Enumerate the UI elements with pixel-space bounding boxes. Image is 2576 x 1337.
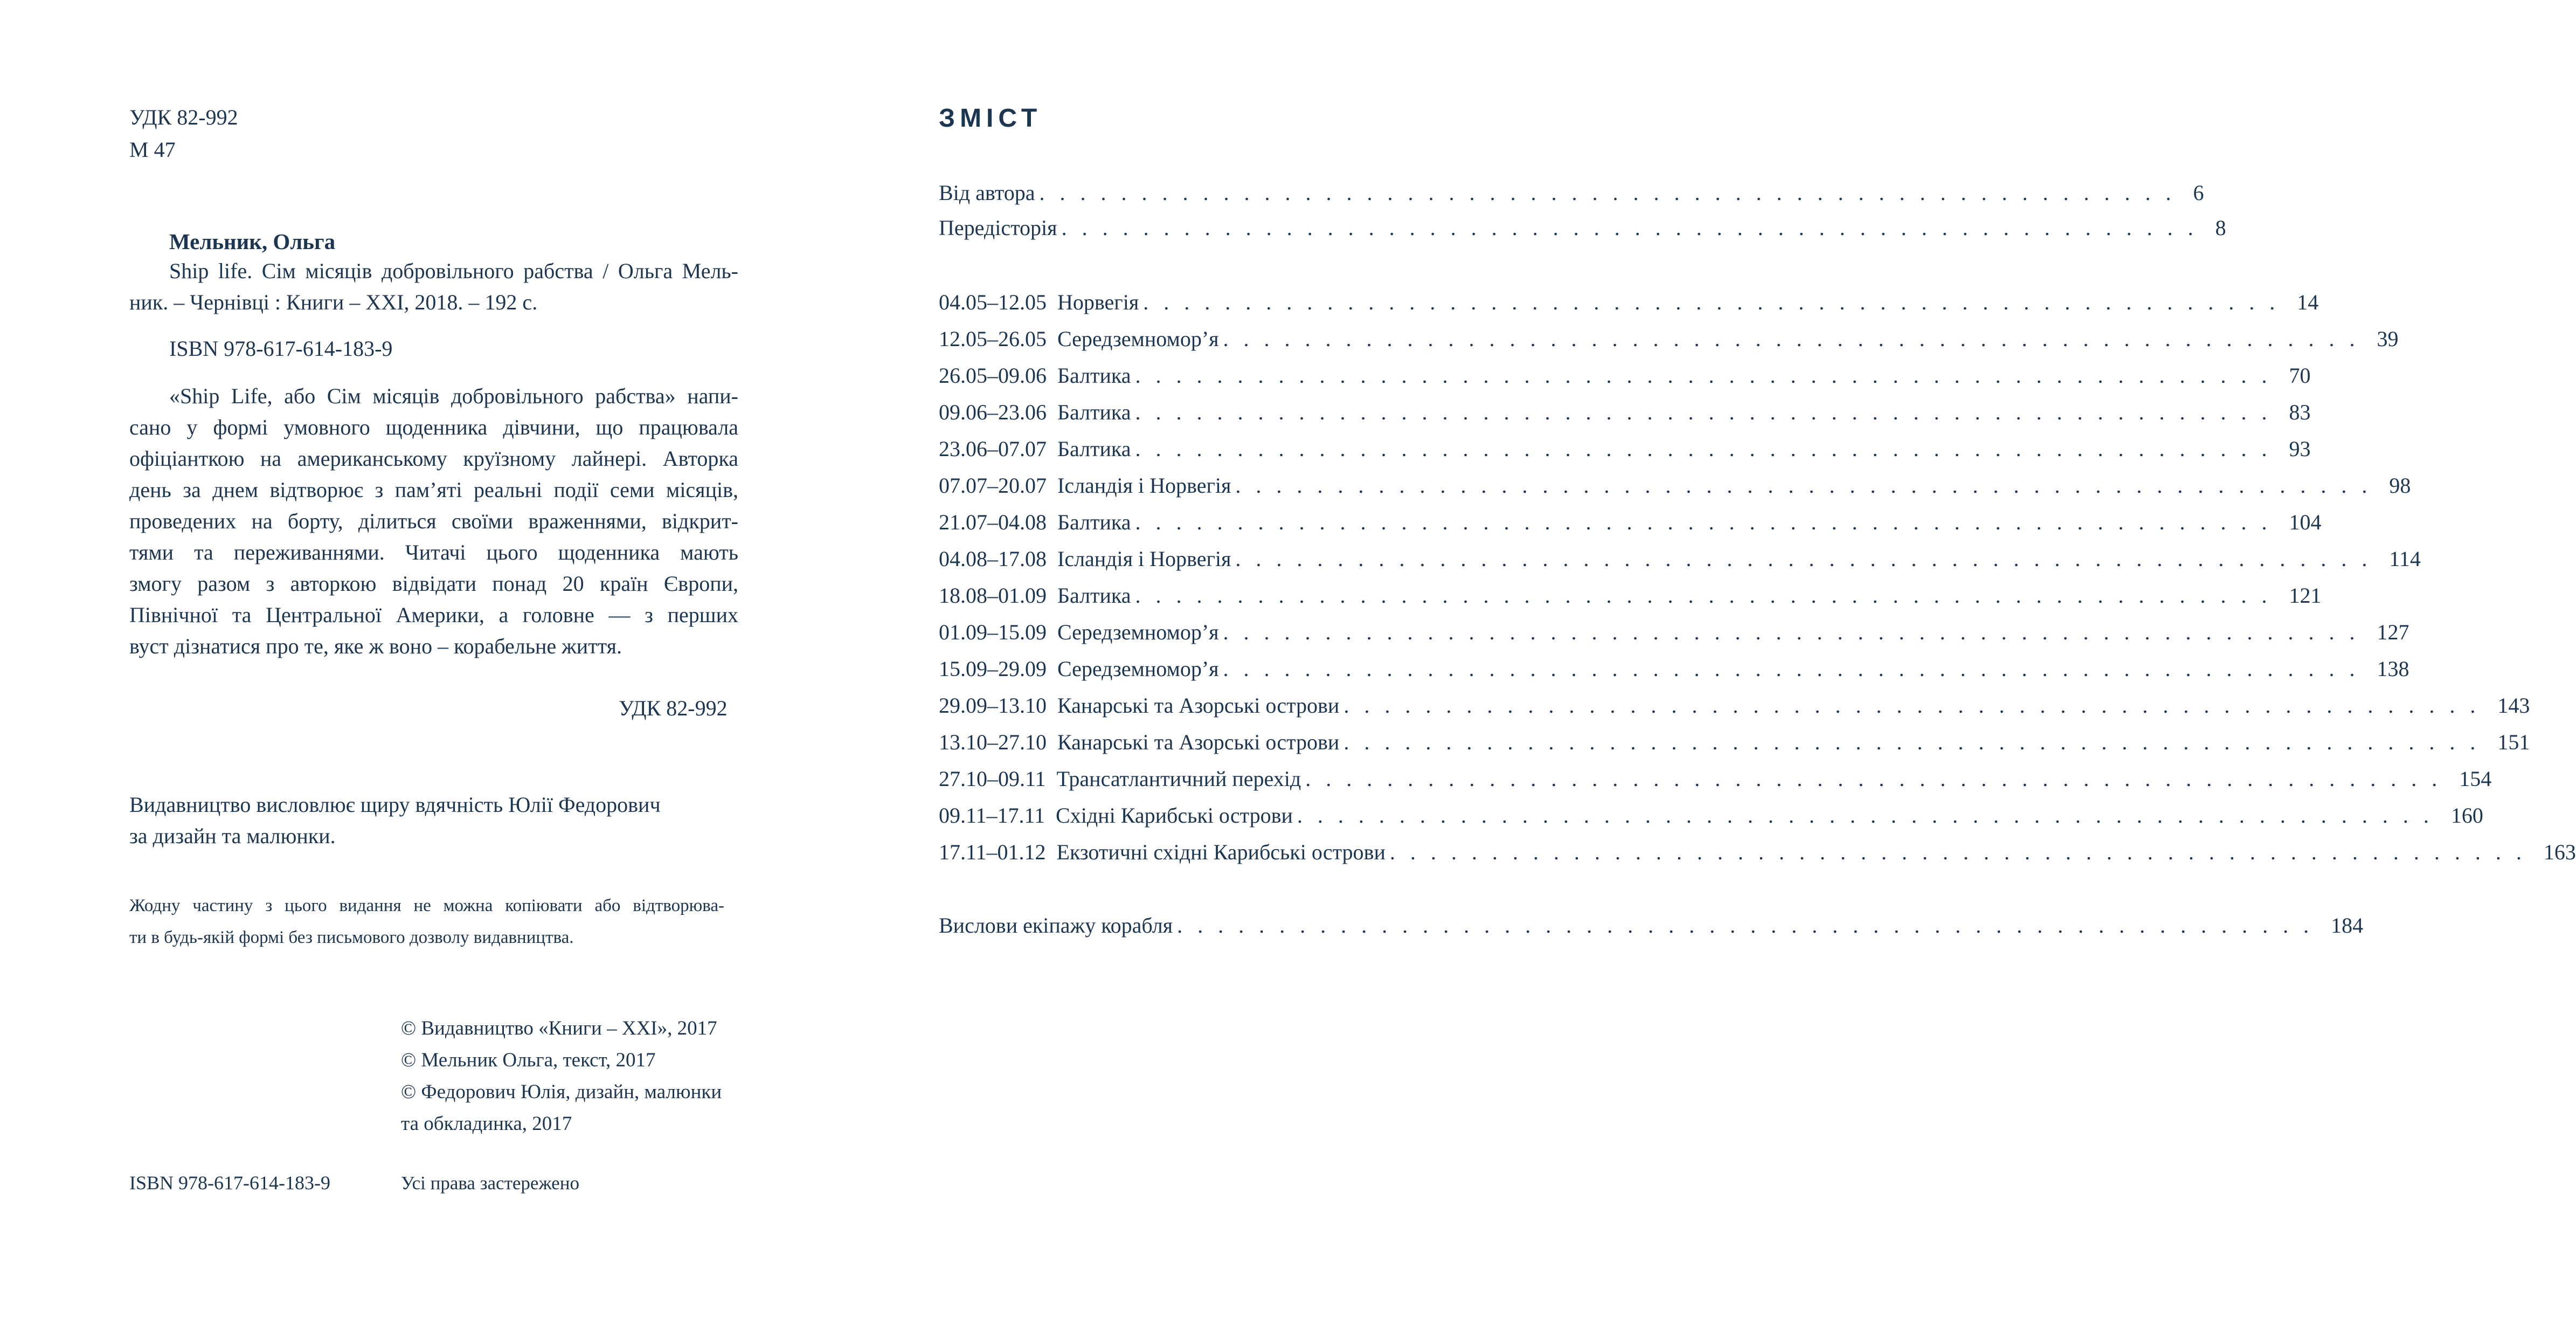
udk-code-right: УДК 82-992: [619, 696, 728, 720]
toc-entry-title: Балтика: [1057, 437, 1131, 461]
toc-entry[interactable]: [939, 289, 2319, 316]
toc-entry-leader: . . . . . . . . . . . . . . . . . . . . . . . . . . . . . . . . . . . . . . . . . . . . . . . . . . . . . . . .: [1223, 620, 2360, 644]
toc-entry[interactable]: [939, 912, 2364, 939]
toc-entry-page: 121: [2289, 583, 2322, 608]
toc-entry[interactable]: [939, 802, 2483, 829]
toc-entry-leader: . . . . . . . . . . . . . . . . . . . . . . . . . . . . . . . . . . . . . . . . . . . . . . . . . . . . . . . .: [1143, 290, 2280, 314]
toc-entry-page: 39: [2377, 327, 2399, 351]
author-name: Мельник, Ольга: [169, 229, 336, 254]
toc-entry[interactable]: [939, 362, 2311, 389]
toc-entry-leader: . . . . . . . . . . . . . . . . . . . . . . . . . . . . . . . . . . . . . . . . . . . . . . . . . . . . . . . .: [1135, 400, 2272, 424]
toc-entry[interactable]: [939, 472, 2411, 499]
toc-entry-title: Від автора: [939, 181, 1035, 205]
copyright-design: © Федорович Юлія, дизайн, малюнки: [401, 1081, 722, 1103]
biblio-line-1: Ship life. Сім місяців добровільного рабства / Ольга Мель-: [169, 259, 738, 283]
toc-entry-title: Балтика: [1057, 583, 1131, 608]
toc-entry-title: Середземномор’я: [1057, 620, 1219, 644]
toc-entry-page: 151: [2497, 730, 2530, 754]
toc-entry-page: 14: [2297, 290, 2319, 314]
toc-entry[interactable]: [939, 180, 2204, 206]
toc-entry-title: Ісландія і Норвегія: [1057, 547, 1231, 571]
toc-entry-leader: . . . . . . . . . . . . . . . . . . . . . . . . . . . . . . . . . . . . . . . . . . . . . . . . . . . . . . . .: [1305, 767, 2442, 791]
toc-entry-leader: . . . . . . . . . . . . . . . . . . . . . . . . . . . . . . . . . . . . . . . . . . . . . . . . . . . . . . . .: [1135, 437, 2272, 461]
toc-entry-leader: . . . . . . . . . . . . . . . . . . . . . . . . . . . . . . . . . . . . . . . . . . . . . . . . . . . . . . . .: [1135, 510, 2272, 534]
toc-entry-date: 17.11–01.12: [939, 840, 1046, 864]
toc-entry-title: Балтика: [1057, 400, 1131, 424]
acknowledgement-line: за дизайн та малюнки.: [129, 824, 336, 848]
toc-entry-leader: . . . . . . . . . . . . . . . . . . . . . . . . . . . . . . . . . . . . . . . . . . . . . . . . . . . . . . . .: [1389, 840, 2526, 864]
toc-heading: ЗМІСТ: [939, 104, 1042, 133]
toc-entry-page: 6: [2193, 181, 2204, 205]
toc-entry-leader: . . . . . . . . . . . . . . . . . . . . . . . . . . . . . . . . . . . . . . . . . . . . . . . . . . . . . . . .: [1223, 657, 2360, 681]
toc-entry[interactable]: [939, 326, 2399, 353]
toc-entry-leader: . . . . . . . . . . . . . . . . . . . . . . . . . . . . . . . . . . . . . . . . . . . . . . . . . . . . . . . .: [1297, 803, 2434, 828]
bibliographic-description: [129, 256, 738, 662]
toc-entry-date: 27.10–09.11: [939, 767, 1046, 791]
toc-entry-title: Трансатлантичний перехід: [1056, 767, 1301, 791]
toc-entry[interactable]: [939, 546, 2421, 573]
toc-entry[interactable]: [939, 436, 2311, 463]
annotation-line: проведених на борту, ділиться своїми враженнями, відкрит-: [129, 509, 738, 533]
toc-entry-date: 09.11–17.11: [939, 803, 1045, 828]
toc-entry[interactable]: [939, 509, 2322, 536]
author-code: М 47: [129, 137, 176, 162]
toc-entry-date: 13.10–27.10: [939, 730, 1047, 754]
toc-entry-page: 184: [2331, 913, 2364, 938]
toc-entry[interactable]: [939, 729, 2530, 756]
toc-entry-title: Середземномор’я: [1057, 327, 1219, 351]
isbn-main: ISBN 978-617-614-183-9: [169, 336, 393, 361]
toc-entry-page: 163: [2543, 840, 2576, 864]
toc-entry-date: 04.08–17.08: [939, 547, 1047, 571]
toc-entry-leader: . . . . . . . . . . . . . . . . . . . . . . . . . . . . . . . . . . . . . . . . . . . . . . . . . . . . . . . .: [1061, 216, 2198, 240]
toc-entry-title: Канарські та Азорські острови: [1057, 730, 1340, 754]
copyright-design-cont: та обкладинка, 2017: [401, 1113, 572, 1135]
toc-entry-leader: . . . . . . . . . . . . . . . . . . . . . . . . . . . . . . . . . . . . . . . . . . . . . . . . . . . . . . . .: [1344, 693, 2481, 718]
annotation-line: сано у формі умовного щоденника дівчини, що працювала: [129, 415, 738, 439]
toc-entry-leader: . . . . . . . . . . . . . . . . . . . . . . . . . . . . . . . . . . . . . . . . . . . . . . . . . . . . . . . .: [1344, 730, 2481, 754]
copyright-holders: [401, 1012, 722, 1140]
toc-entry[interactable]: [939, 766, 2492, 792]
toc-entry-title: Норвегія: [1057, 290, 1139, 314]
toc-entry-date: 01.09–15.09: [939, 620, 1047, 644]
toc-entry-title: Передісторія: [939, 216, 1057, 240]
toc-entry[interactable]: [939, 215, 2226, 242]
toc-entry-page: 8: [2215, 216, 2226, 240]
udk-code-top: УДК 82-992: [129, 105, 238, 129]
copyright-notice-line: Жодну частину з цього видання не можна копіювати або відтворюва-: [129, 896, 724, 915]
copyright-publisher: © Видавництво «Книги – XXI», 2017: [401, 1017, 717, 1039]
toc-entry[interactable]: [939, 619, 2409, 646]
toc-entry-leader: . . . . . . . . . . . . . . . . . . . . . . . . . . . . . . . . . . . . . . . . . . . . . . . . . . . . . . . .: [1223, 327, 2360, 351]
toc-entry[interactable]: [939, 656, 2409, 683]
toc-entry-date: 26.05–09.06: [939, 363, 1047, 388]
toc-entry-date: 12.05–26.05: [939, 327, 1047, 351]
toc-entry-leader: . . . . . . . . . . . . . . . . . . . . . . . . . . . . . . . . . . . . . . . . . . . . . . . . . . . . . . . .: [1235, 473, 2372, 498]
toc-entry-title: Східні Карибські острови: [1056, 803, 1293, 828]
toc-entry-page: 70: [2289, 363, 2311, 388]
acknowledgement: [129, 789, 661, 852]
toc-entry-page: 114: [2389, 547, 2421, 571]
toc-entry[interactable]: [939, 692, 2530, 719]
toc-entry-date: 18.08–01.09: [939, 583, 1047, 608]
toc-entry-leader: . . . . . . . . . . . . . . . . . . . . . . . . . . . . . . . . . . . . . . . . . . . . . . . . . . . . . . . .: [1177, 913, 2314, 938]
toc-entry-date: 29.09–13.10: [939, 693, 1047, 718]
toc-entry-date: 21.07–04.08: [939, 510, 1047, 534]
toc-entry-title: Середземномор’я: [1057, 657, 1219, 681]
copyright-notice-line: ти в будь-якій формі без письмового дозволу видавництва.: [129, 928, 574, 947]
toc-entry-date: 09.06–23.06: [939, 400, 1047, 424]
toc-entry-page: 83: [2289, 400, 2311, 424]
toc-entry-date: 15.09–29.09: [939, 657, 1047, 681]
annotation-line: вуст дізнатися про те, яке ж воно – корабельне життя.: [129, 634, 622, 658]
toc-entry-leader: . . . . . . . . . . . . . . . . . . . . . . . . . . . . . . . . . . . . . . . . . . . . . . . . . . . . . . . .: [1135, 363, 2272, 388]
annotation-line: «Ship Life, або Сім місяців добровільного рабства» напи-: [169, 384, 738, 408]
toc-entry-title: Балтика: [1057, 510, 1131, 534]
toc-entry-title: Балтика: [1057, 363, 1131, 388]
toc-entry[interactable]: [939, 582, 2322, 609]
toc-entry-page: 93: [2289, 437, 2311, 461]
toc-entry-date: 04.05–12.05: [939, 290, 1047, 314]
biblio-line-2: ник. – Чернівці : Книги – XXI, 2018. – 192 с.: [129, 290, 538, 314]
acknowledgement-line: Видавництво висловлює щиру вдячність Юлії Федорович: [129, 792, 661, 817]
toc-entry-page: 98: [2389, 473, 2411, 498]
annotation-line: день за днем відтворює з пам’яті реальні події семи місяців,: [129, 478, 738, 502]
copyright-notice: [129, 890, 724, 954]
toc-entry-page: 104: [2289, 510, 2322, 534]
toc-entry-page: 154: [2459, 767, 2492, 791]
toc-entry[interactable]: [939, 839, 2576, 866]
toc-entry-page: 143: [2497, 693, 2530, 718]
toc-entry[interactable]: [939, 399, 2311, 426]
isbn-bottom: ISBN 978-617-614-183-9: [129, 1172, 330, 1194]
toc-entry-leader: . . . . . . . . . . . . . . . . . . . . . . . . . . . . . . . . . . . . . . . . . . . . . . . . . . . . . . . .: [1039, 181, 2176, 205]
toc-entry-title: Ісландія і Норвегія: [1057, 473, 1231, 498]
toc-entry-date: 07.07–20.07: [939, 473, 1047, 498]
toc-entry-leader: . . . . . . . . . . . . . . . . . . . . . . . . . . . . . . . . . . . . . . . . . . . . . . . . . . . . . . . .: [1135, 583, 2272, 608]
annotation-line: змогу разом з авторкою відвідати понад 20 країн Європи,: [129, 571, 738, 596]
copyright-text: © Мельник Ольга, текст, 2017: [401, 1049, 656, 1071]
toc-entry-page: 160: [2450, 803, 2483, 828]
toc-entry-title: Канарські та Азорські острови: [1057, 693, 1340, 718]
rights-reserved: Усі права застережено: [401, 1173, 579, 1194]
annotation-line: офіціанткою на американському круїзному лайнері. Авторка: [129, 446, 738, 471]
annotation-line: тями та переживаннями. Читачі цього щоденника мають: [129, 540, 738, 564]
toc-entry-leader: . . . . . . . . . . . . . . . . . . . . . . . . . . . . . . . . . . . . . . . . . . . . . . . . . . . . . . . .: [1235, 547, 2372, 571]
toc-entry-date: 23.06–07.07: [939, 437, 1047, 461]
toc-entry-title: Екзотичні східні Карибські острови: [1056, 840, 1386, 864]
toc-entry-page: 138: [2377, 657, 2409, 681]
annotation-line: Північної та Центральної Америки, а головне — з перших: [129, 603, 738, 627]
toc-entry-title: Вислови екіпажу корабля: [939, 913, 1173, 938]
annotation: [129, 381, 738, 662]
toc-entry-page: 127: [2377, 620, 2409, 644]
